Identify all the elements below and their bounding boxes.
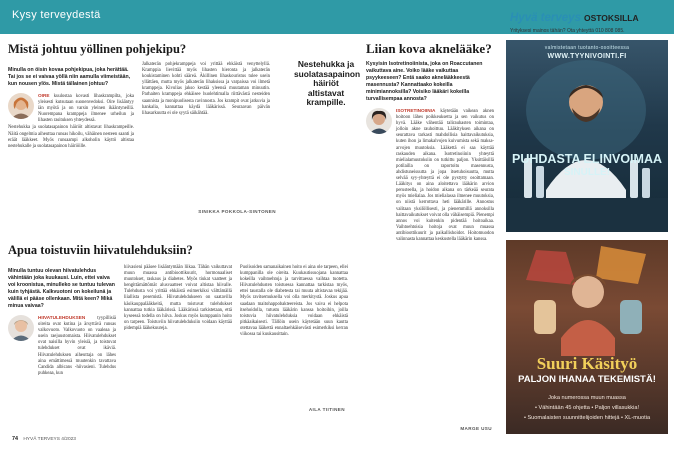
ad-slogan-line1: PUHDASTA ELINVOIMAA [512, 152, 662, 166]
article-title: Liian kova aknelääke? [366, 41, 492, 56]
advertisement-knitting-magazine[interactable] [506, 240, 668, 434]
article-leg-cramps [8, 42, 280, 217]
page-number: 74 [12, 436, 18, 442]
ad-small-line: valmistetaan tuotanto-osoitteessa [544, 45, 630, 51]
article-byline: SINIKKA POKKOLA-SINTONEN [198, 209, 276, 214]
ad-line-1: Joka numerossa muun muassa [548, 395, 626, 401]
article-byline: MARGE USU [460, 426, 492, 431]
article-body-col2: hiivasieni pääsee lisääntymään liikaa. Tähän vaikuttavat muun muassa antibioottikuurit, hormonaaliset muutokset, raskaus ja diabetes. Myös tiukat vaatteet ja hengittämättömät alusvaatteet voivat altistaa hiivalle. Tulehdusta voi yrittää ehkäistä esimerkiksi välttämällä liiallista pesemistä. Hiivatulehdukseen on saatavilla käsikauppalääkkeitä, mutta toistuvat tulehdukset kannattaa tutkia lääkärissä. Lääkärissä tarkistetaan, että kyseessä todella on hiiva. Joskus myös kumppanin hoito on tarpeen. Toistuviin hiivatulehduksiin voidaan käyttää pidempiä lääkekuureja. [124, 265, 232, 331]
article-byline: AILA TIITINEN [308, 407, 345, 412]
article-column-3 [240, 265, 348, 338]
ad-brand: Hyvä terveys [510, 12, 581, 24]
ad-brand-suffix: OSTOKSILLA [583, 13, 639, 23]
article-body: ISOTRETINOIINIA käytetään vaikean aknen hoitoon lähes poikkeuksetta ja sen vaikutus on hyvä. Lääke vähentää talirauhasten toimintaa, jolloin akne rauhoittuu. Lääkityksen aikana on seurattava tarkasti mahdollisia haittavaikutuksia, kuten ihon ja limakalvojen kuivumista sekä maksa-arvojen muutoksia. Lääkettä ei saa käyttää raskauden aikana. Isotretinoiinin yhteyttä mielialamuutoksiin on tutkittu paljon. Yksittäisillä potilailla on raportoitu masennusta, ahdistuneisuutta ja jopa itsetuhoisuutta, mutta selvää syy-yhteyttä ei ole pystytty osoittamaan. Lääkitys on aina aloitettava lääkärin arvion perusteella, ja hoidon aikana on tärkeää seurata myös mielialaa. Jos mielialassa ilmenee muutoksia, on niistä kerrottava heti lääkärille. Annostus valitaan yksilöllisesti, ja pienemmillä annoksilla haittavaikutukset voivat olla vähäisempiä. Pienempi annos voi kuitenkin pidentää hoitoaikaa. Vaihtoehtoisia hoitoja ovat muun muassa antibioottikuurit ja paikallishoidot. Hoitomuodon valinnasta kannattaa keskustella lääkärin kanssa. [396, 108, 494, 242]
issue-label: HYVÄ TERVEYS 4/2023 [23, 437, 76, 442]
article-body-col2: Jalkaterän pohjekramppeja voi yrittää ehkäistä venyttelyllä. Kramppia lievittää myös lihasten hieronta ja jalkaterän koukistaminen kohti sääreä. Äkillinen lihaskouristus tulee usein yllättäen, mutta myös jalkaterän lihaksissa ja varpaissa voi ilmetä kramppeja. Kivulias jakso kestää yleensä muutaman minuutin. Parhaiten kramppeja ehkäisee huolehtimalla riittävästä nesteiden saannista ja monipuolisesta ravinnosta. Jos krampit ovat jatkuvia ja hankalia, kannattaa käydä lääkärissä. Seuraavan päivän lihasarkuutta ei ole syytä säikähtää. [142, 62, 270, 116]
article-body-col3: Puolisoiden samanaikainen hoito ei aina ole tarpeen, ellei kumppanilla ole oireita. Kuukautissuojana kannattaa kokeilla vaihtoehtoja ja tarvittaessa vaihtaa tuotetta. Hiivatulehdusten toistuessa kannattaa tarkistaa myös, ettei taustalla ole diabetesta tai muuta altistavaa tekijää. Myös ravitsemuksella voi olla merkitystä. Joskus apua saadaan maitohappobakteereista. Jos vaiva ei helpota itsehoidolla, tutustu lääkärin kanssa hoitoihin, joilla toistuvia hiivatulehduksia voidaan ehkäistä pitkäaikaisesti. Tällöin usein käytetään suun kautta otettavaa lääkettä ennaltaehkäisevästi esimerkiksi kerran viikossa tai kuukausittain. [240, 265, 348, 338]
page-footer [12, 436, 76, 442]
article-body-intro: OIRE kuulostaa kovasti lihaskrampilta, joka yleisesti kutsutaan suonenvedoksi. Oire lisääntyy iän myötä ja on varsin yleinen ikääntyneillä. Nuorempana kramppeja ilmenee urheilun ja lihasten rasituksen yhteydessä. [38, 93, 134, 124]
article-lead: Minulla on öisin kovaa pohjekipua, joka herättää. Tai jos se ei vaivaa yöllä niin aamulla viimeistään, kun nousen ylös. Mistä tällainen johtuu? [8, 67, 131, 87]
advertisement-health-products[interactable] [506, 8, 668, 232]
ad-header [506, 8, 668, 34]
ad-subtitle: PALJON IHANAA TEKEMISTÄ! [518, 374, 656, 385]
article-body-rest: Nestehukka ja suolatasapainon häiriöt altistavat lihaskrampeille. Näitä ongelmia aiheuttaa runsas hikoilu, vähäinen nesteen saanti ja eräät lääkkeet. Myös runsaampi alkoholin käyttö altistaa nestehukalle ja suolatasapainon häiriöille. [8, 125, 134, 149]
article-title: Apua toistuviin hiivatulehduksiin? [8, 243, 193, 257]
article-body-col1: HIIVATULEHDUKSEN tyypillisiä oireita ovat kutina ja ärsyttävä runsas valkovuoto. Valkovuoto on vaaleaa ja usein raejuustomaista. Hiivatulehdukset ovat naisilla hyvin yleisiä, ja toistuvat tulehdukset ovat ikäviä. Hiivatulehduksen aiheuttaja on lähes aina emättimessä muutenkin tavattava Candida albicans -hiivasieni. Tulehdus puhkeaa, kun [38, 315, 116, 376]
expert-portrait [8, 315, 34, 341]
ad-slogan-line2: SINULLE! [563, 167, 611, 178]
article-yeast-infection [8, 243, 355, 415]
ad-photo [506, 40, 668, 232]
ad-line-2: • Vähintään 45 ohjetta • Paljon villasukkia! [534, 405, 640, 411]
article-acne-medication [366, 42, 494, 434]
expert-portrait [366, 108, 392, 134]
article-column-left [8, 62, 134, 150]
expert-name: HIIVATULEHDUKSEN [38, 315, 86, 320]
article-lead: Kysyisin Isotretinoiinista, joka on Roaccutanen vaikuttava aine. Voiko lääke vaikuttaa psyykeeseen? Entä saako aknelääkkeestä masennusta? Kannattaako kokeilla minimiannoksilla? Voisiko lääkäri kokeilla turvallisempaa annosta? [366, 61, 483, 102]
article-title: Mistä johtuu yöllinen pohjekipu? [8, 42, 187, 56]
expert-name: ISOTRETINOIINIA [396, 108, 436, 113]
ad-line-3: • Suomalaisten suunnittelijoiden hittejä • XL-muotia [523, 415, 651, 421]
section-label: Kysy terveydestä [12, 9, 101, 21]
article-column-1 [8, 263, 116, 377]
article-lead: Minulla tuntuu olevan hiivatulehdus vähintään joka kuukausi. Luin, ettei vaiva voi kroonistua, minulleko se tuntuu tulevan kuin tyhjästä. Kalkvuotoni on kokeilunä ja välillä ei pääse ollenkaan. Mitä keen? Mikä minua vaivaa? [8, 268, 115, 309]
expert-name: OIRE [38, 93, 50, 98]
article-column-right [142, 62, 270, 117]
ad-url[interactable]: WWW.TYYNIVOINTI.FI [547, 53, 627, 60]
ad-photo-illustration [506, 40, 668, 232]
article-column-2 [124, 265, 232, 332]
expert-portrait [8, 93, 34, 119]
pull-quote: Nestehukka ja suolatasapainon häiriöt altistavat krampille. [294, 59, 361, 108]
ad-tagline: Yrityksesi mainos tähän? Ota yhteyttä 010 808 085. [510, 28, 625, 34]
ad-title: Suuri Käsityö [536, 354, 638, 373]
